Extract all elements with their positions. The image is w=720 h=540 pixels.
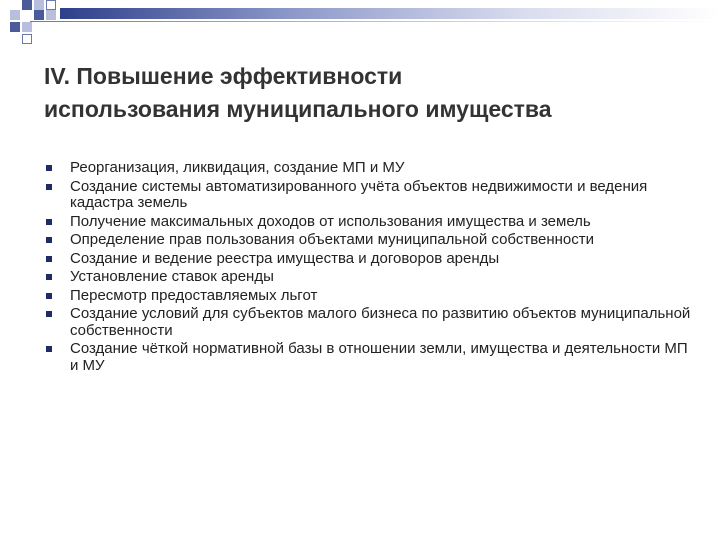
decor-square: [10, 10, 20, 20]
list-item-text: Определение прав пользования объектами муниципальной собственности: [70, 231, 595, 248]
square-bullet-icon: [46, 256, 52, 262]
slide-title: [44, 60, 694, 126]
decor-square: [46, 0, 56, 10]
list-item: [44, 232, 694, 249]
header-divider: [30, 21, 720, 22]
square-bullet-icon: [46, 184, 52, 190]
square-bullet-icon: [46, 346, 52, 352]
decor-square: [46, 10, 56, 20]
list-item-text: Создание условий для субъектов малого бизнеса по развитию объектов муниципальной собственности: [70, 305, 691, 339]
square-bullet-icon: [46, 165, 52, 171]
list-item-text: Создание системы автоматизированного учёта объектов недвижимости и ведения кадастра земель: [70, 177, 648, 211]
decor-square: [22, 0, 32, 10]
square-bullet-icon: [46, 311, 52, 317]
list-item-text: Установление ставок аренды: [70, 268, 274, 285]
header-gradient-band: [60, 8, 720, 19]
square-bullet-icon: [46, 237, 52, 243]
list-item: [44, 306, 694, 339]
list-item: [44, 251, 694, 268]
list-item-text: Создание и ведение реестра имущества и договоров аренды: [70, 249, 500, 267]
decor-square: [34, 10, 44, 20]
list-item: [44, 160, 694, 177]
list-item: [44, 214, 694, 231]
decor-square: [34, 0, 44, 10]
square-bullet-icon: [46, 293, 52, 299]
slide-title-line: использования муниципального имущества: [44, 96, 552, 122]
list-item: [44, 288, 694, 305]
list-item: [44, 179, 694, 212]
list-item-text: Получение максимальных доходов от использования имущества и земель: [70, 212, 591, 230]
slide-title-line: IV. Повышение эффективности: [44, 63, 403, 89]
list-item: [44, 341, 694, 374]
bullet-list: [44, 160, 694, 376]
list-item-text: Реорганизация, ликвидация, создание МП и МУ: [70, 159, 405, 176]
list-item: [44, 269, 694, 286]
decor-square: [10, 22, 20, 32]
list-item-text: Создание чёткой нормативной базы в отношении земли, имущества и деятельности МП и МУ: [70, 340, 688, 374]
decor-square: [22, 34, 32, 44]
square-bullet-icon: [46, 219, 52, 225]
square-bullet-icon: [46, 274, 52, 280]
decor-square: [22, 22, 32, 32]
list-item-text: Пересмотр предоставляемых льгот: [70, 286, 318, 304]
